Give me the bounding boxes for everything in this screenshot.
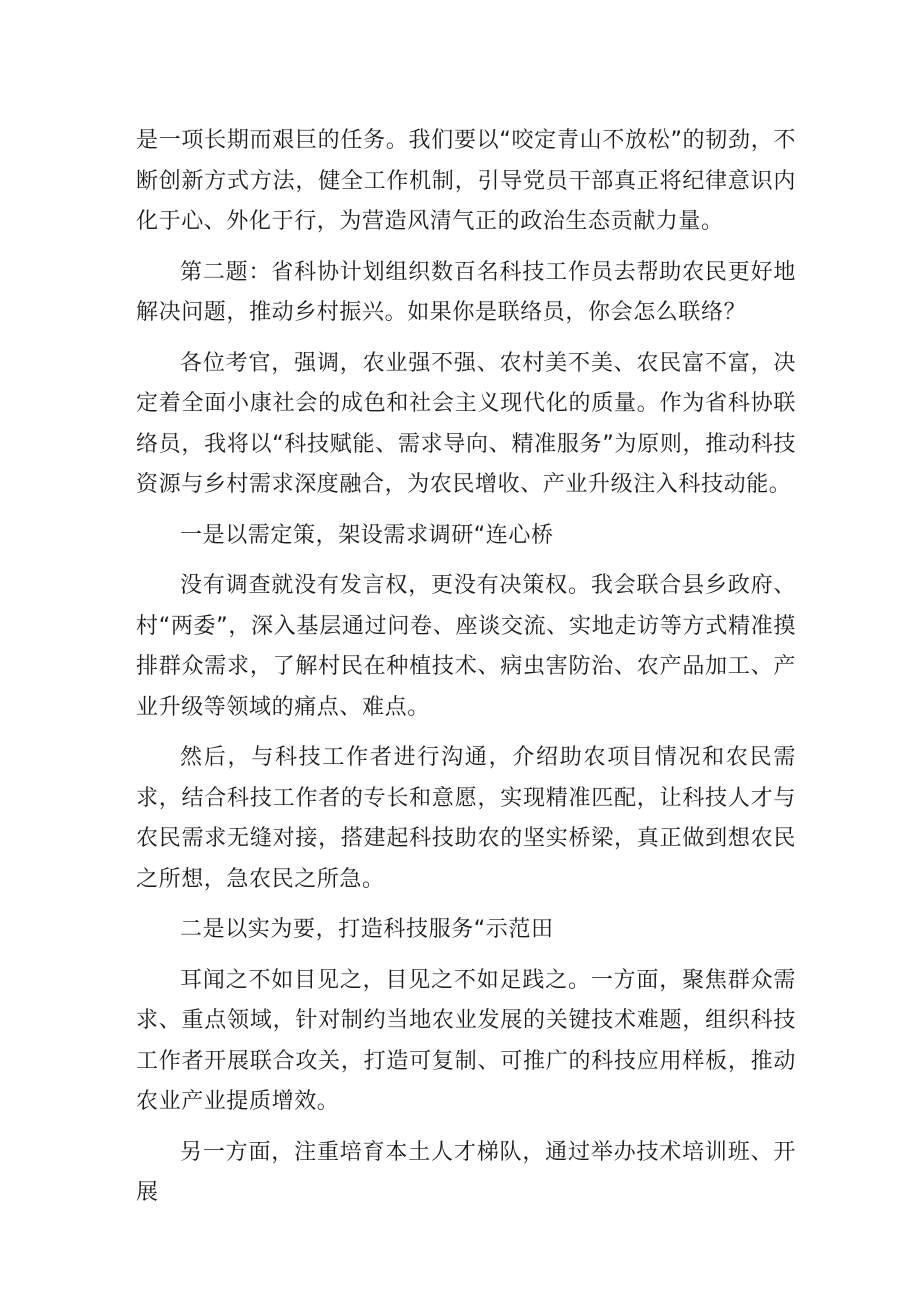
paragraph-continuation: 是一项长期而艰巨的任务。我们要以“咬定青山不放松”的韧劲，不断创新方式方法，健全工作机制，引导党员干部真正将纪律意识内化于心、外化于行，为营造风清气正的政治生态贡献力量。 [136, 128, 796, 234]
paragraph-talent-training: 另一方面，注重培育本土人才梯队，通过举办技术培训班、开展 [136, 1139, 796, 1205]
paragraph-question-two: 第二题：省科协计划组织数百名科技工作员去帮助农民更好地解决问题，推动乡村振兴。如果你是联络员，你会怎么联络？ [136, 259, 796, 325]
paragraph-research: 没有调查就没有发言权，更没有决策权。我会联合县乡政府、村“两委”，深入基层通过问卷、座谈交流、实地走访等方式精准摸排群众需求，了解村民在种植技术、病虫害防治、农产品加工、产业升级等领域的痛点、难点。 [136, 573, 796, 720]
heading-point-one: 一是以需定策，架设需求调研“连心桥 [180, 522, 554, 548]
heading-point-two: 二是以实为要，打造科技服务“示范田 [180, 917, 554, 942]
paragraph-matching: 然后，与科技工作者进行沟通，介绍助农项目情况和农民需求，结合科技工作者的专长和意愿，实现精准匹配，让科技人才与农民需求无缝对接，搭建起科技助农的坚实桥梁，真正做到想农民之所想，急农民之所急。 [136, 745, 796, 892]
paragraph-demonstration: 耳闻之不如目见之，目见之不如足践之。一方面，聚焦群众需求、重点领域，针对制约当地农业发展的关键技术难题，组织科技工作者开展联合攻关，打造可复制、可推广的科技应用样板，推动农业产业提质增效。 [136, 967, 796, 1114]
paragraph-introduction: 各位考官，强调，农业强不强、农村美不美、农民富不富，决定着全面小康社会的成色和社会主义现代化的质量。作为省科协联络员，我将以“科技赋能、需求导向、精准服务”为原则，推动科技资源与乡村需求深度融合，为农民增收、产业升级注入科技动能。 [136, 350, 796, 497]
document-body [136, 121, 796, 1224]
